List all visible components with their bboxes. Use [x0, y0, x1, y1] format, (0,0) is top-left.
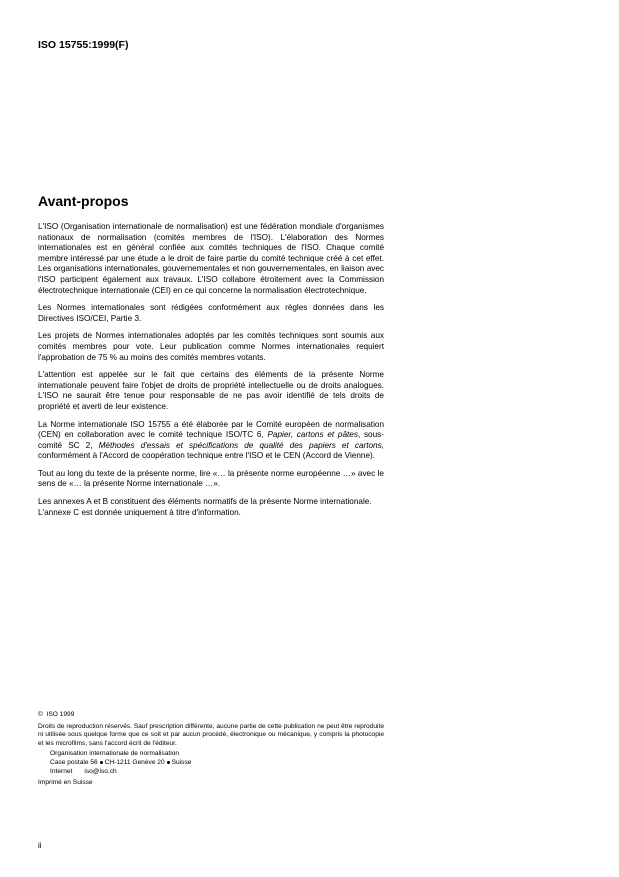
preparation-text-a: La Norme internationale ISO 15755 a été élaborée par le Comité européen de normalisation (CEN) en collaboration avec le comité technique ISO/TC 6, [38, 419, 384, 440]
copyright-block [38, 711, 384, 788]
paragraph-annexes: Les annexes A et B constituent des éléments normatifs de la présente Norme internationale. L'annexe C est donnée uniquement à titre d'information. [38, 497, 372, 517]
paragraph-reading-note: Tout au long du texte de la présente norme, lire «… la présente norme européenne …» avec le sens de «… la présente Norme internationale …». [38, 468, 384, 489]
bullet-separator-icon [100, 761, 103, 764]
paragraph-directives: Les Normes internationales sont rédigées conformément aux règles données dans les Directives ISO/CEI, Partie 3. [38, 303, 384, 323]
document-id-header: ISO 15755:1999(F) [38, 39, 129, 51]
paragraph-voting: Les projets de Normes internationales adoptés par les comités techniques sont soumis aux comités membres pour vote. Leur publication comme Normes internationales requiert l'approbation de 75 % au moins des comités membres votants. [38, 331, 384, 362]
copyright-year: ISO 1999 [46, 711, 75, 718]
tc6-title: Papier, cartons et pâtes [267, 430, 358, 440]
postal-city: CH-1211 Genève 20 [104, 758, 165, 766]
internet-email: iso@iso.ch [84, 767, 117, 775]
preparation-text-c: , sous-comité SC 2, [38, 430, 384, 450]
publisher-postal [50, 759, 384, 768]
postal-country: Suisse [171, 758, 192, 766]
printed-in: Imprimé en Suisse [38, 779, 93, 787]
sc2-title: Méthodes d'essais et spécifications de qualité des papiers et cartons, [98, 440, 384, 450]
copyright-rights: Droits de reproduction réservés. Sauf prescription différente, aucune partie de cette publication ne peut être reproduite ni utilisée sous quelque forme que ce soit et par aucun procédé, électronique ou mécanique, y compris la photocopie et les microfilms, sans l'accord écrit de l'éditeur. [38, 722, 384, 747]
section-title: Avant-propos [38, 193, 129, 209]
copyright-symbol: © [38, 711, 43, 718]
paragraph-preparation [38, 420, 384, 462]
paragraph-patent-rights: L'attention est appelée sur le fait que certains des éléments de la présente Norme internationale peuvent faire l'objet de droits de propriété intellectuelle ou de droits analogues. L'ISO ne saurait être tenue pour responsable de ne pas avoir identifié de tels droits de propriété et averti de leur existence. [38, 370, 384, 411]
internet-label: Internet [50, 767, 73, 775]
publisher-address [38, 750, 384, 776]
foreword-body [38, 222, 384, 525]
bullet-separator-icon [167, 761, 170, 764]
publisher-internet [50, 768, 384, 777]
postal-box: Case postale 56 [50, 758, 98, 766]
publisher-org: Organisation internationale de normalisation [50, 750, 180, 758]
page-number: ii [38, 841, 42, 850]
preparation-text-e: conformément à l'Accord de coopération technique entre l'ISO et le CEN (Accord de Vienne). [38, 451, 376, 461]
copyright-line [38, 711, 384, 720]
paragraph-iso-intro: L'ISO (Organisation internationale de normalisation) est une fédération mondiale d'organismes nationaux de normalisation (comités membres de l'ISO). L'élaboration des Normes internationales est en général confiée aux comités techniques de l'ISO. Chaque comité membre intéressé par une étude a le droit de faire partie du comité technique créé à cet effet. Les organisations internationales, gouvernementales et non gouvernementales, en liaison avec l'ISO participent également aux travaux. L'ISO collabore étroitement avec la Commission électrotechnique internationale (CEI) en ce qui concerne la normalisation électrotechnique. [38, 222, 384, 295]
